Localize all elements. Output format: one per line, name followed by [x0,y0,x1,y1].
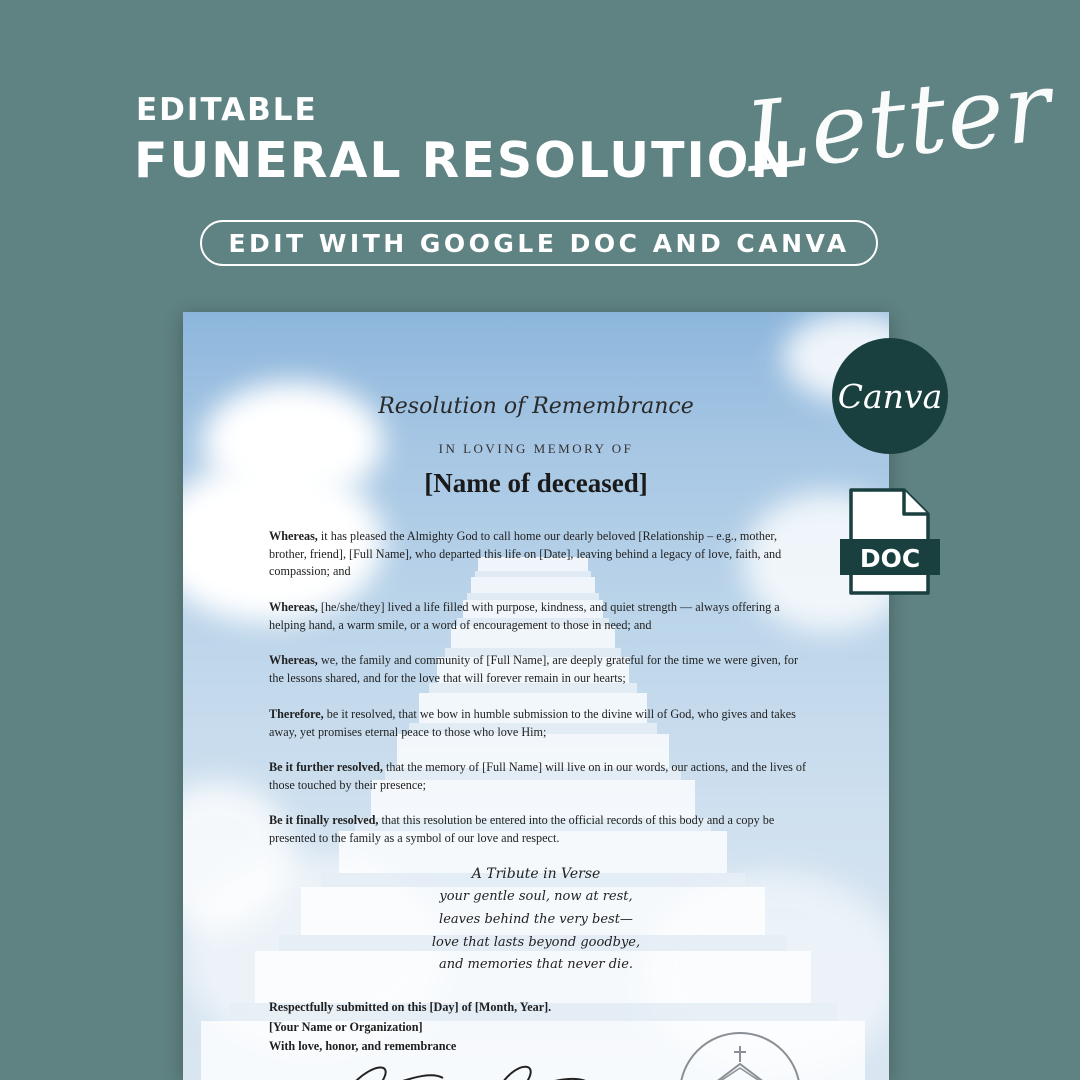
paragraph-text: that this resolution be entered into the official records of this body and a copy be presented to the family as a symbol of our love and respect. [269,813,775,845]
paragraph-text: [he/she/they] lived a life filled with purpose, kindness, and quiet strength — always offering a helping hand, a warm smile, or a word of encouragement to those in need; and [269,600,780,632]
verse-line: your gentle soul, now at rest, [439,889,633,904]
paragraph-lead: Be it finally resolved, [269,813,379,827]
paragraph-lead: Therefore, [269,707,324,721]
deceased-name: [Name of deceased] [424,468,648,498]
letter-preview [183,312,889,1080]
paragraph-text: that the memory of [Full Name] will live on in our words, our actions, and the lives of those touched by their presence; [269,760,807,792]
header-script-letter: Letter [740,50,1057,194]
header-editable: EDITABLE [136,92,318,128]
verse-line: leaves behind the very best— [439,912,633,927]
resolution-paragraph [269,599,809,634]
document-title: Resolution of Remembrance [378,394,694,419]
paragraph-lead: Whereas, [269,529,318,543]
doc-label: DOC [859,544,921,573]
resolution-paragraph [269,812,809,847]
verse-line: and memories that never die. [438,957,634,972]
closing-line: Respectfully submitted on this [Day] of [Month, Year]. [269,1000,552,1014]
resolution-paragraph [269,652,809,687]
paragraph-text: it has pleased the Almighty God to call home our dearly beloved [Relationship – e.g., mother, brother, friend], [Full Name], who departed this life on [Date], leaving behind a legacy of love, faith, and compassion; and [269,529,782,579]
document-subtitle: IN LOVING MEMORY OF [438,441,634,456]
verse-title: A Tribute in Verse [471,866,601,882]
closing-line: [Your Name or Organization] [269,1020,423,1034]
paragraph-text: we, the family and community of [Full Name], are deeply grateful for the time we were given, for the lessons shared, and for the love that will forever remain in our hearts; [269,653,799,685]
doc-file-icon [838,487,942,597]
signature-icon [353,1060,613,1080]
paragraph-lead: Whereas, [269,653,318,667]
closing-line: With love, honor, and remembrance [269,1039,457,1053]
verse-line: love that lasts beyond goodbye, [431,935,641,950]
paragraph-lead: Whereas, [269,600,318,614]
edit-with-pill: EDIT WITH GOOGLE DOC AND CANVA [200,220,878,266]
resolution-paragraph [269,706,809,741]
header-title: FUNERAL RESOLUTION [134,132,794,189]
resolution-paragraph [269,759,809,794]
canva-logo-badge: Canva [832,338,948,454]
church-seal-icon [679,1032,801,1080]
resolution-paragraph [269,528,809,581]
paragraph-text: be it resolved, that we bow in humble submission to the divine will of God, who gives and takes away, yet promises eternal peace to those who love Him; [269,707,796,739]
paragraph-lead: Be it further resolved, [269,760,383,774]
